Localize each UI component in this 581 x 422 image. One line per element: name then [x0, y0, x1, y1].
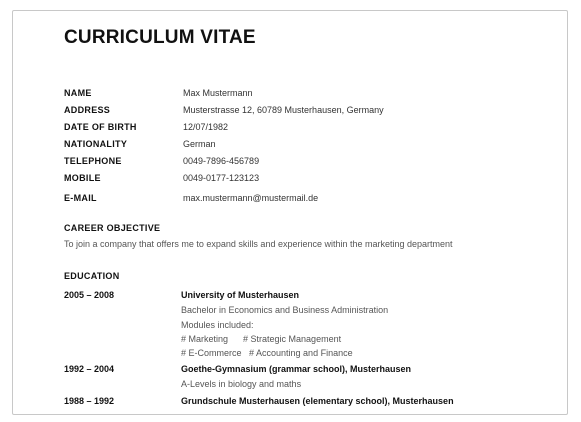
education-detail: A-Levels in biology and maths: [181, 379, 302, 389]
personal-value: 12/07/1982: [183, 122, 229, 132]
personal-label: ADDRESS: [64, 105, 111, 115]
education-detail: # E-Commerce # Accounting and Finance: [181, 348, 353, 358]
career-objective-heading: CAREER OBJECTIVE: [64, 223, 161, 233]
personal-value: 0049-7896-456789: [183, 156, 260, 166]
education-detail: # Marketing # Strategic Management: [181, 334, 342, 344]
career-objective-text: To join a company that offers me to expand skills and experience within the marketing department: [64, 239, 453, 249]
personal-label: NATIONALITY: [64, 139, 128, 149]
page-title: CURRICULUM VITAE: [64, 27, 256, 48]
education-institution: Goethe-Gymnasium (grammar school), Musterhausen: [181, 364, 412, 374]
personal-label: DATE OF BIRTH: [64, 122, 137, 132]
education-years: 1988 – 1992: [64, 396, 115, 406]
education-detail: Bachelor in Economics and Business Administration: [181, 305, 389, 315]
email-link[interactable]: max.mustermann@mustermail.de: [183, 193, 319, 203]
education-institution: University of Musterhausen: [181, 290, 300, 300]
personal-value: German: [183, 139, 216, 149]
personal-label: TELEPHONE: [64, 156, 122, 166]
personal-label: NAME: [64, 88, 92, 98]
education-detail: Modules included:: [181, 320, 254, 330]
personal-value: 0049-0177-123123: [183, 173, 260, 183]
education-years: 1992 – 2004: [64, 364, 115, 374]
education-years: 2005 – 2008: [64, 290, 115, 300]
personal-label: E-MAIL: [64, 193, 97, 203]
personal-label: MOBILE: [64, 173, 101, 183]
education-heading: EDUCATION: [64, 271, 120, 281]
personal-value: Max Mustermann: [183, 88, 253, 98]
personal-value: Musterstrasse 12, 60789 Musterhausen, Germany: [183, 105, 384, 115]
education-institution: Grundschule Musterhausen (elementary school), Musterhausen: [181, 396, 454, 406]
